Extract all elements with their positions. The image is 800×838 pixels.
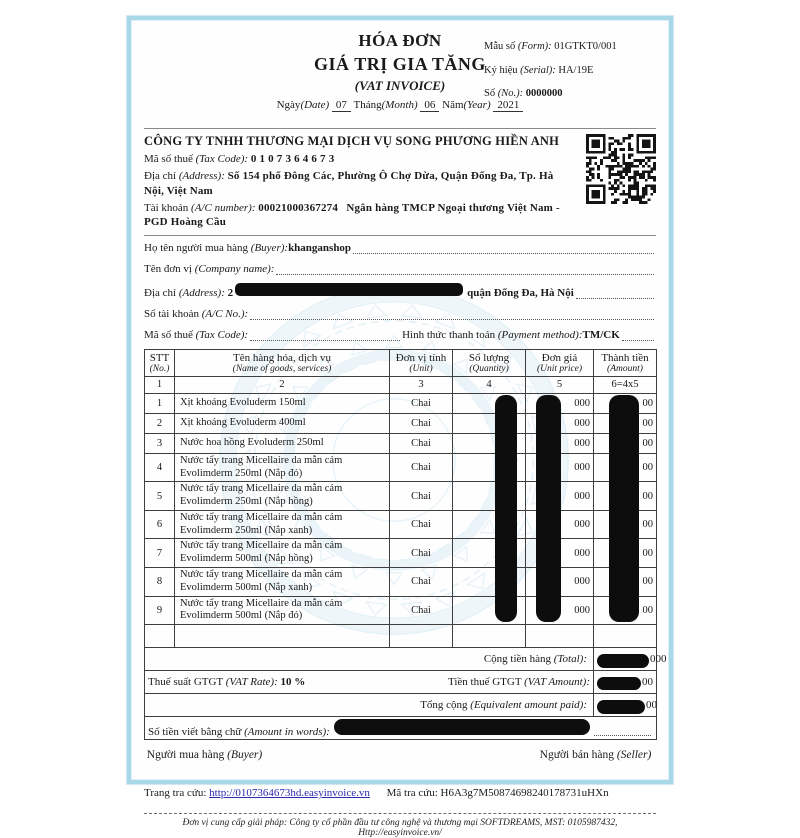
totals-section [145, 625, 667, 740]
item-no: 7 [145, 539, 175, 568]
seller-address-label-en: (Address): [178, 170, 225, 183]
item-unit-price: 000 [526, 568, 594, 597]
table-row [145, 453, 657, 482]
divider [144, 235, 656, 236]
lookup-code-label: Mã tra cứu: [386, 787, 438, 800]
item-unit-price: 000 [526, 393, 594, 413]
seller-sign-vi: Người bán hàng [539, 749, 614, 762]
buyer-account-line [144, 307, 656, 322]
grand-total-label: Tổng cộng [420, 699, 468, 712]
vat-rate-label-en: (VAT Rate): [225, 676, 278, 689]
seller-address [144, 169, 572, 198]
serial-number [484, 66, 656, 77]
amount-words-label-en: (Amount in words): [244, 725, 330, 738]
vat-amount [594, 671, 657, 694]
item-name: Nước tẩy trang Micellaire da mẫn cảm Evolimderm 500ml (Nắp xanh) [175, 568, 390, 597]
seller-tax-value: 0 1 0 7 3 6 4 6 7 3 [250, 153, 335, 165]
title-line-1: HÓA ĐƠN [358, 31, 442, 50]
item-name: Nước hoa hồng Evoluderm 250ml [175, 433, 390, 453]
col-num: 1 [145, 376, 175, 393]
col-num: 3 [390, 376, 453, 393]
buyer-section [144, 241, 656, 342]
serial-label: Ký hiệu [484, 64, 518, 76]
table-row [145, 596, 657, 625]
subtotal-label-en: (Total): [553, 653, 587, 666]
invoice-header [144, 30, 656, 122]
invoice-page [127, 16, 673, 838]
invoice-number [484, 89, 656, 100]
buyer-company-line [144, 262, 656, 277]
item-name: Nước tẩy trang Micellaire da mẫn cảm Evolimderm 250ml (Nắp hồng) [175, 482, 390, 511]
buyer-tax-label-en: (Tax Code): [195, 328, 249, 341]
seller-bank-name: Ngân hàng TMCP Ngoại thương Việt Nam - PGD Hoàng Cầu [144, 201, 560, 229]
item-no: 2 [145, 413, 175, 433]
col-header-unit-price: Đơn giá (Unit price) [526, 349, 594, 376]
grand-total-visible-digits: 00 [646, 699, 657, 712]
item-no: 3 [145, 433, 175, 453]
vat-rate-label: Thuế suất GTGT [148, 676, 223, 689]
col-header-no: STT (No.) [145, 349, 175, 376]
qr-code [586, 134, 656, 204]
buyer-address-suffix: quận Đống Đa, Hà Nội [467, 287, 574, 300]
seller-tax-label: Mã số thuế [144, 153, 193, 165]
col-header-unit: Đơn vị tính (Unit) [390, 349, 453, 376]
seller-account-label-en: (A/C number): [191, 201, 256, 214]
table-row [145, 413, 657, 433]
item-unit-price: 000 [526, 413, 594, 433]
table-row [145, 482, 657, 511]
table-row [145, 433, 657, 453]
item-unit-price: 000 [526, 433, 594, 453]
buyer-address-label: Địa chỉ [144, 287, 177, 300]
vat-amount-label-group [448, 676, 590, 688]
amount-in-words-row [145, 717, 657, 740]
form-label: Mẫu số [484, 41, 516, 52]
dotted-leader [594, 731, 651, 736]
item-unit-price: 000 [526, 453, 594, 482]
buyer-name-label: Họ tên người mua hàng [144, 242, 249, 255]
date-day: 07 [332, 99, 351, 112]
dotted-leader [250, 336, 400, 341]
serial-label-en: (Serial): [520, 64, 556, 76]
date-month: 06 [420, 99, 439, 112]
item-amount: 00 [594, 482, 657, 511]
col-header-name: Tên hàng hóa, dịch vụ (Name of goods, services) [175, 349, 390, 376]
col-header-amount: Thành tiền (Amount) [594, 349, 657, 376]
item-unit-price: 000 [526, 596, 594, 625]
subtotal-visible-digits: 000 [650, 653, 667, 666]
table-row [145, 539, 657, 568]
seller-tax-label-en: (Tax Code): [195, 153, 249, 165]
item-unit: Chai [390, 510, 453, 539]
item-amount: 00 [594, 539, 657, 568]
item-unit: Chai [390, 482, 453, 511]
payment-method-label: Hình thức thanh toán [402, 328, 496, 341]
number-value: 0000000 [525, 88, 563, 99]
item-unit: Chai [390, 413, 453, 433]
invoice-meta [484, 42, 656, 113]
item-unit-price: 000 [526, 510, 594, 539]
item-name: Nước tẩy trang Micellaire da mẫn cảm Evolimderm 250ml (Nắp xanh) [175, 510, 390, 539]
item-name: Xịt khoáng Evoluderm 400ml [175, 413, 390, 433]
item-unit: Chai [390, 596, 453, 625]
date-label-en: (Date) [300, 99, 330, 111]
seller-address-value: Số 154 phố Đông Các, Phường Ô Chợ Dừa, Quận Đống Đa, Tp. Hà Nội, Việt Nam [144, 170, 554, 197]
items-table [144, 349, 667, 741]
vat-rate [148, 676, 305, 688]
lookup-code-value: H6A3g7M50874698240178731uHXn [440, 787, 609, 800]
item-no: 1 [145, 393, 175, 413]
seller-account-label: Tài khoản [144, 201, 189, 214]
item-name: Nước tẩy trang Micellaire da mẫn cảm Evolimderm 500ml (Nắp đỏ) [175, 596, 390, 625]
item-amount: 00 [594, 510, 657, 539]
amount-words-label: Số tiền viết bằng chữ [148, 725, 242, 738]
year-label-en: (Year) [463, 99, 491, 111]
month-label: Tháng [353, 99, 382, 111]
col-num: 5 [526, 376, 594, 393]
seller-signature-label [385, 749, 656, 761]
item-amount: 00 [594, 393, 657, 413]
redaction-bar-address [235, 283, 463, 296]
item-name: Nước tẩy trang Micellaire da mẫn cảm Evolimderm 500ml (Nắp hồng) [175, 539, 390, 568]
item-amount: 00 [594, 433, 657, 453]
item-no: 4 [145, 453, 175, 482]
title-line-2: GIÁ TRỊ GIA TĂNG [314, 54, 486, 75]
dotted-leader [276, 270, 654, 275]
dashed-divider [144, 813, 656, 814]
buyer-signature-label [144, 749, 385, 761]
item-unit: Chai [390, 433, 453, 453]
table-row [145, 568, 657, 597]
item-amount: 00 [594, 596, 657, 625]
redaction-bar-amount-words [334, 719, 590, 735]
month-label-en: (Month) [381, 99, 418, 111]
item-amount: 00 [594, 453, 657, 482]
buyer-name-value: khanganshop [288, 242, 352, 255]
subtotal-row [145, 648, 657, 671]
redaction-bar-vat [597, 677, 641, 690]
table-row [145, 393, 657, 413]
col-num: 2 [175, 376, 390, 393]
seller-address-label: Địa chỉ [144, 170, 177, 183]
item-name: Xịt khoáng Evoluderm 150ml [175, 393, 390, 413]
lookup-site-label: Trang tra cứu: [144, 787, 207, 800]
item-no: 5 [145, 482, 175, 511]
date-label: Ngày [276, 99, 301, 111]
buyer-company-label: Tên đơn vị [144, 263, 192, 276]
payment-method-label-en: (Payment method): [497, 328, 583, 341]
form-label-en: (Form): [517, 41, 552, 52]
form-number [484, 42, 656, 53]
title-line-3: (VAT INVOICE) [354, 77, 446, 93]
item-no: 8 [145, 568, 175, 597]
lookup-site-link[interactable]: http://0107364673hd.easyinvoice.vn [209, 787, 370, 800]
subtotal-label: Cộng tiền hàng [483, 653, 552, 666]
grand-total-row [145, 694, 657, 717]
redaction-bar-unit-price [536, 395, 561, 622]
dotted-leader [250, 315, 654, 320]
grand-total-label-en: (Equivalent amount paid): [470, 699, 587, 712]
vat-rate-value: 10 % [280, 676, 306, 689]
item-unit: Chai [390, 539, 453, 568]
buyer-company-label-en: (Company name): [194, 263, 275, 276]
col-num: 6=4x5 [594, 376, 657, 393]
seller-section [144, 134, 656, 229]
empty-row [145, 625, 657, 648]
item-unit: Chai [390, 568, 453, 597]
vat-amount-label-en: (VAT Amount): [524, 676, 590, 689]
seller-sign-en: (Seller) [616, 749, 652, 762]
buyer-account-label-en: (A/C No.): [201, 308, 249, 321]
vat-row [145, 671, 657, 694]
item-unit: Chai [390, 453, 453, 482]
seller-account-value: 00021000367274 [258, 201, 339, 214]
item-unit-price: 000 [526, 482, 594, 511]
buyer-taxcode-line [144, 328, 656, 343]
col-num: 4 [453, 376, 526, 393]
item-amount: 00 [594, 568, 657, 597]
form-value: 01GTKT0/001 [554, 41, 617, 52]
payment-method-value: TM/CK [582, 328, 620, 341]
lookup-line [144, 787, 656, 799]
item-unit: Chai [390, 393, 453, 413]
date-year: 2021 [493, 99, 523, 112]
subtotal-amount [594, 648, 667, 671]
redaction-bar-quantity [495, 395, 517, 622]
seller-account [144, 201, 572, 230]
divider [144, 128, 656, 129]
item-name: Nước tẩy trang Micellaire da mẫn cảm Evolimderm 250ml (Nắp đỏ) [175, 453, 390, 482]
items-body [145, 393, 657, 625]
provider-line: Đơn vị cung cấp giải pháp: Công ty cổ phần đầu tư công nghệ và thương mại SOFTDREAMS, MST: 0105987432, Http://easyinvoice.vn/ [182, 818, 618, 838]
buyer-sign-en: (Buyer) [227, 749, 263, 762]
signature-section [144, 749, 656, 761]
col-header-quantity: Số lượng (Quantity) [453, 349, 526, 376]
buyer-tax-label: Mã số thuế [144, 328, 193, 341]
dotted-leader [576, 294, 654, 299]
grand-total-amount [594, 694, 657, 717]
vat-visible-digits: 00 [642, 676, 653, 689]
dotted-leader [353, 249, 654, 254]
item-amount: 00 [594, 413, 657, 433]
buyer-sign-vi: Người mua hàng [146, 749, 225, 762]
seller-company-name: CÔNG TY TNHH THƯƠNG MẠI DỊCH VỤ SONG PHƯƠNG HIỀN ANH [144, 134, 560, 148]
vat-amount-label: Tiền thuế GTGT [448, 676, 522, 689]
table-header [145, 349, 657, 393]
buyer-address-line [144, 283, 656, 301]
buyer-address-prefix: 2 [227, 287, 234, 300]
buyer-name-label-en: (Buyer): [250, 242, 289, 255]
item-no: 9 [145, 596, 175, 625]
column-number-row [145, 376, 657, 393]
redaction-bar-subtotal [597, 654, 649, 668]
number-label-en: (No.): [497, 88, 524, 99]
item-no: 6 [145, 510, 175, 539]
items-table-wrap [144, 349, 667, 741]
seller-tax-code [144, 152, 572, 166]
number-label: Số [484, 88, 496, 99]
buyer-address-label-en: (Address): [178, 287, 225, 300]
buyer-name-line [144, 241, 656, 256]
item-unit-price: 000 [526, 539, 594, 568]
dotted-leader [622, 336, 654, 341]
year-label: Năm [442, 99, 464, 111]
table-row [145, 510, 657, 539]
serial-value: HA/19E [558, 64, 594, 76]
redaction-bar-amount [609, 395, 639, 622]
buyer-account-label: Số tài khoản [144, 308, 199, 321]
redaction-bar-grand-total [597, 700, 645, 714]
